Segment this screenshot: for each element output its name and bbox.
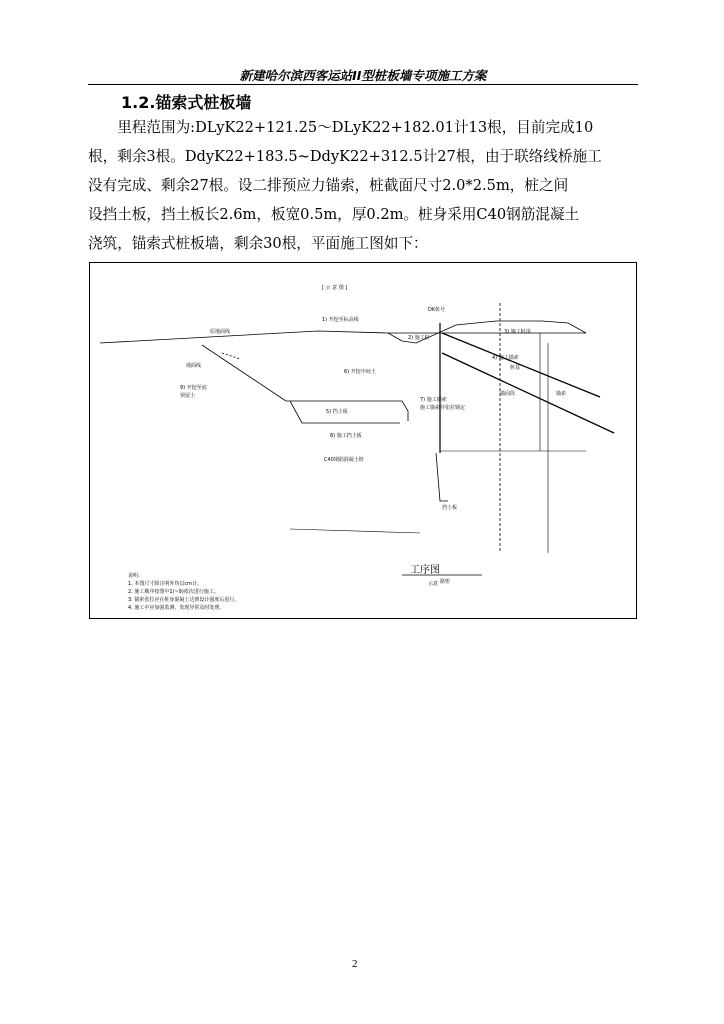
notes-title: 说明: — [128, 573, 140, 579]
body-line-2: 根，剩余3根。DdyK22+183.5~DdyK22+312.5计27根，由于联络线桥施工 — [88, 148, 602, 165]
figure-caption: 工序图 — [410, 565, 440, 576]
document-header: 新建哈尔滨西客运站II型桩板墙专项施工方案 — [239, 68, 487, 83]
label-15: DK桩号 — [428, 307, 446, 313]
note-2: 2. 施工顺序按图中1)~9)依次进行施工。 — [128, 589, 219, 595]
label-17: 坡面线 — [186, 363, 202, 369]
label-5: 5) 挡土板 — [326, 409, 348, 415]
label-top: [ 示 意 图 ] — [322, 285, 348, 291]
body-line-3: 没有完成、剩余27根。设二排预应力锚索，桩截面尺寸2.0*2.5m，桩之间 — [88, 177, 569, 194]
anchor-cable-1 — [442, 333, 600, 397]
note-4: 4. 施工中应加强监测，发现异常及时处理。 — [128, 605, 225, 611]
label-16: 桩基 — [510, 365, 521, 371]
anchor-cable-2 — [442, 353, 614, 433]
header-rule — [88, 84, 638, 85]
drawing-svg — [90, 263, 636, 618]
body-paragraph — [88, 113, 640, 258]
label-8: 8) 施工挡土板 — [330, 433, 362, 439]
construction-drawing — [89, 262, 637, 619]
bottom-line — [290, 529, 420, 533]
slope-line — [202, 345, 286, 401]
label-19: 施工锚索并张拉锁定 — [420, 405, 466, 411]
body-line-4: 设挡土板，挡土板长2.6m，板宽0.5m，厚0.2m。桩身采用C40钢筋混凝土 — [88, 206, 580, 223]
note-1: 1. 本图尺寸除注明外均以cm计。 — [128, 581, 202, 587]
hatch-line — [222, 353, 240, 359]
label-3: 3) 施工桩顶 — [504, 329, 531, 335]
label-10: C40钢筋混凝土桩 — [324, 457, 364, 463]
section-title: 1.2.锚索式桩板墙 — [121, 93, 252, 112]
label-1: 1) 开挖至标高线 — [322, 317, 359, 323]
label-20: 预留土 — [180, 393, 196, 399]
body-line-5: 浇筑，锚索式桩板墙，剩余30根，平面施工图如下： — [88, 235, 428, 252]
body-line-1: 里程范围为:DLyK22+121.25～DLyK22+182.01计13根，目前完成10 — [88, 119, 594, 136]
label-6: 6) 开挖中间土 — [344, 369, 376, 375]
label-18: 路堑 — [440, 579, 451, 585]
label-11: 挡土板 — [442, 505, 458, 511]
label-13: 锚固段 — [500, 391, 516, 397]
label-14: 原地面线 — [210, 329, 231, 335]
label-9: 9) 开挖至底 — [180, 385, 207, 391]
label-2: 2) 施工桩 — [408, 335, 430, 341]
note-3: 3. 锚索张拉应在桩身混凝土达到设计强度后进行。 — [128, 597, 240, 603]
label-12: 锚索 — [556, 391, 567, 397]
page-number: 2 — [352, 958, 358, 970]
pile-toe — [436, 453, 448, 501]
figure-caption-sub: 示意 — [428, 581, 439, 587]
label-4: 4) 施工锚索 — [492, 355, 519, 361]
label-7: 7) 施工锚索 — [420, 397, 447, 403]
